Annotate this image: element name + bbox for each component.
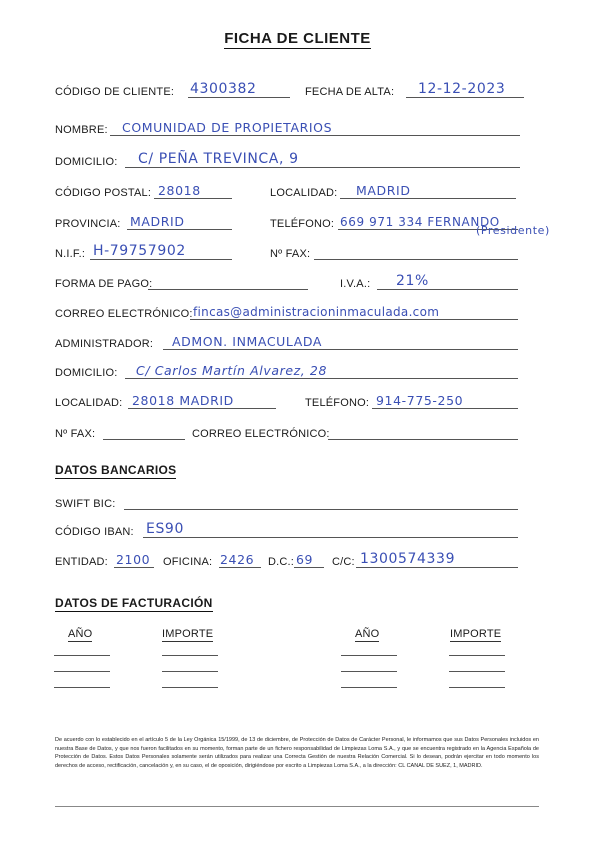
admin-domicilio-field[interactable]: C/ Carlos Martín Alvarez, 28 <box>136 363 328 378</box>
row-cuenta <box>0 550 595 568</box>
billing-amount-2a[interactable] <box>449 655 505 656</box>
nombre-field[interactable]: COMUNIDAD DE PROPIETARIOS <box>122 120 333 135</box>
forma-pago-line <box>148 289 308 290</box>
oficina-field[interactable]: 2426 <box>220 552 255 567</box>
admin-fax-line <box>103 439 185 440</box>
row-swift <box>0 492 595 510</box>
row-iban <box>0 520 595 538</box>
admin-email-label: CORREO ELECTRÓNICO: <box>192 428 330 440</box>
localidad-field[interactable]: MADRID <box>356 183 411 198</box>
telefono-field[interactable]: 669 971 334 FERNANDO <box>340 215 500 229</box>
telefono-note: (Presidente) <box>476 224 550 237</box>
swift-label: SWIFT BIC: <box>55 498 116 510</box>
billing-year-1c[interactable] <box>54 687 110 688</box>
entidad-field[interactable]: 2100 <box>116 552 151 567</box>
admin-telefono-label: TELÉFONO: <box>305 397 370 409</box>
domicilio-field[interactable]: C/ PEÑA TREVINCA, 9 <box>138 151 299 167</box>
email-field[interactable]: fincas@administracioninmaculada.com <box>193 305 440 319</box>
fecha-alta-field[interactable]: 12-12-2023 <box>418 81 506 97</box>
nombre-label: NOMBRE: <box>55 124 108 136</box>
billing-amount-1b[interactable] <box>162 671 218 672</box>
codigo-line <box>188 97 290 98</box>
billing-year-2b[interactable] <box>341 671 397 672</box>
row-forma-pago <box>0 272 595 290</box>
administrador-field[interactable]: ADMON. INMACULADA <box>172 334 323 349</box>
admin-email-line <box>328 439 518 440</box>
billing-amount-2b[interactable] <box>449 671 505 672</box>
forma-pago-label: FORMA DE PAGO: <box>55 278 153 290</box>
dc-line <box>294 567 324 568</box>
cp-field[interactable]: 28018 <box>158 183 201 198</box>
cp-label: CÓDIGO POSTAL: <box>55 187 152 199</box>
email-line <box>190 319 518 320</box>
nif-line <box>90 259 232 260</box>
billing-year-header-2: AÑO <box>355 628 380 640</box>
fecha-alta-label: FECHA DE ALTA: <box>305 86 395 98</box>
domicilio-label: DOMICILIO: <box>55 156 118 168</box>
cc-label: C/C: <box>332 556 355 568</box>
swift-line <box>124 509 518 510</box>
codigo-label: CÓDIGO DE CLIENTE: <box>55 86 175 98</box>
billing-heading: DATOS DE FACTURACIÓN <box>55 596 213 610</box>
dc-label: D.C.: <box>268 556 295 568</box>
iban-field[interactable]: ES90 <box>146 521 184 537</box>
billing-year-2c[interactable] <box>341 687 397 688</box>
billing-amount-1c[interactable] <box>162 687 218 688</box>
footer-divider <box>55 806 539 807</box>
admin-telefono-field[interactable]: 914-775-250 <box>376 393 464 408</box>
cc-line <box>356 567 518 568</box>
fax-line <box>314 259 518 260</box>
row-codigo <box>0 80 595 98</box>
admin-localidad-line <box>128 408 276 409</box>
codigo-field[interactable]: 4300382 <box>190 81 257 97</box>
nif-field[interactable]: H-79757902 <box>93 243 186 259</box>
billing-year-header-1: AÑO <box>68 628 93 640</box>
administrador-label: ADMINISTRADOR: <box>55 338 154 350</box>
provincia-label: PROVINCIA: <box>55 218 121 230</box>
admin-localidad-field[interactable]: 28018 MADRID <box>132 393 234 408</box>
cc-field[interactable]: 1300574339 <box>360 551 456 567</box>
nombre-line <box>110 135 520 136</box>
row-nombre <box>0 118 595 136</box>
iva-label: I.V.A.: <box>340 278 371 290</box>
fecha-alta-line <box>406 97 524 98</box>
row-administrador <box>0 332 595 350</box>
admin-fax-label: Nº FAX: <box>55 428 96 440</box>
dc-field[interactable]: 69 <box>296 552 314 567</box>
iva-line <box>377 289 518 290</box>
domicilio-line <box>125 167 520 168</box>
localidad-label: LOCALIDAD: <box>270 187 338 199</box>
provincia-field[interactable]: MADRID <box>130 214 185 229</box>
email-label: CORREO ELECTRÓNICO: <box>55 308 193 320</box>
fax-label: Nº FAX: <box>270 248 311 260</box>
admin-telefono-line <box>372 408 518 409</box>
admin-domicilio-line <box>125 378 518 379</box>
iban-line <box>143 537 518 538</box>
oficina-label: OFICINA: <box>163 556 213 568</box>
row-admin-fax <box>0 422 595 440</box>
billing-year-1b[interactable] <box>54 671 110 672</box>
admin-localidad-label: LOCALIDAD: <box>55 397 123 409</box>
billing-amount-1a[interactable] <box>162 655 218 656</box>
row-cp <box>0 181 595 199</box>
row-domicilio <box>0 150 595 168</box>
row-admin-localidad <box>0 391 595 409</box>
row-email <box>0 302 595 320</box>
billing-amount-2c[interactable] <box>449 687 505 688</box>
nif-label: N.I.F.: <box>55 248 86 260</box>
page-title: FICHA DE CLIENTE <box>224 30 371 47</box>
billing-year-1a[interactable] <box>54 655 110 656</box>
billing-amount-header-2: IMPORTE <box>450 628 502 640</box>
administrador-line <box>163 349 518 350</box>
provincia-line <box>127 229 232 230</box>
iban-label: CÓDIGO IBAN: <box>55 526 134 538</box>
cp-line <box>154 198 232 199</box>
row-nif <box>0 242 595 260</box>
billing-amount-header-1: IMPORTE <box>162 628 214 640</box>
legal-notice: De acuerdo con lo establecido en el artículo 5 de la Ley Orgánica 15/1999, de 13 de diciembre, de Protección de Datos de Carácter Personal, le informamos que sus Datos Personales incluidos en nuestra Base de Datos, y que nos fueron facilitados en su momento, forman parte de un fichero responsabilidad de Limpiezas Loma S.A., y que se encuentra registrado en la Agencia Española de Protección de Datos. Estos Datos Personales solamente serán utilizados para realizar una Correcta Gestión de nuestra Relación Comercial. Si lo desean, podrán ejercitar en todo momento los derechos de acceso, rectificación, cancelación y, en su caso, el de oposición, dirigiéndose por escrito a Limpiezas Loma S.A., a la dirección: CL CANAL DE SUEZ, 1, MADRID. <box>55 737 539 770</box>
entidad-label: ENTIDAD: <box>55 556 108 568</box>
bank-heading: DATOS BANCARIOS <box>55 463 177 477</box>
entidad-line <box>114 567 154 568</box>
iva-field[interactable]: 21% <box>396 273 429 289</box>
oficina-line <box>219 567 261 568</box>
telefono-label: TELÉFONO: <box>270 218 335 230</box>
localidad-line <box>340 198 516 199</box>
billing-year-2a[interactable] <box>341 655 397 656</box>
admin-domicilio-label: DOMICILIO: <box>55 367 118 379</box>
row-admin-domicilio <box>0 361 595 379</box>
